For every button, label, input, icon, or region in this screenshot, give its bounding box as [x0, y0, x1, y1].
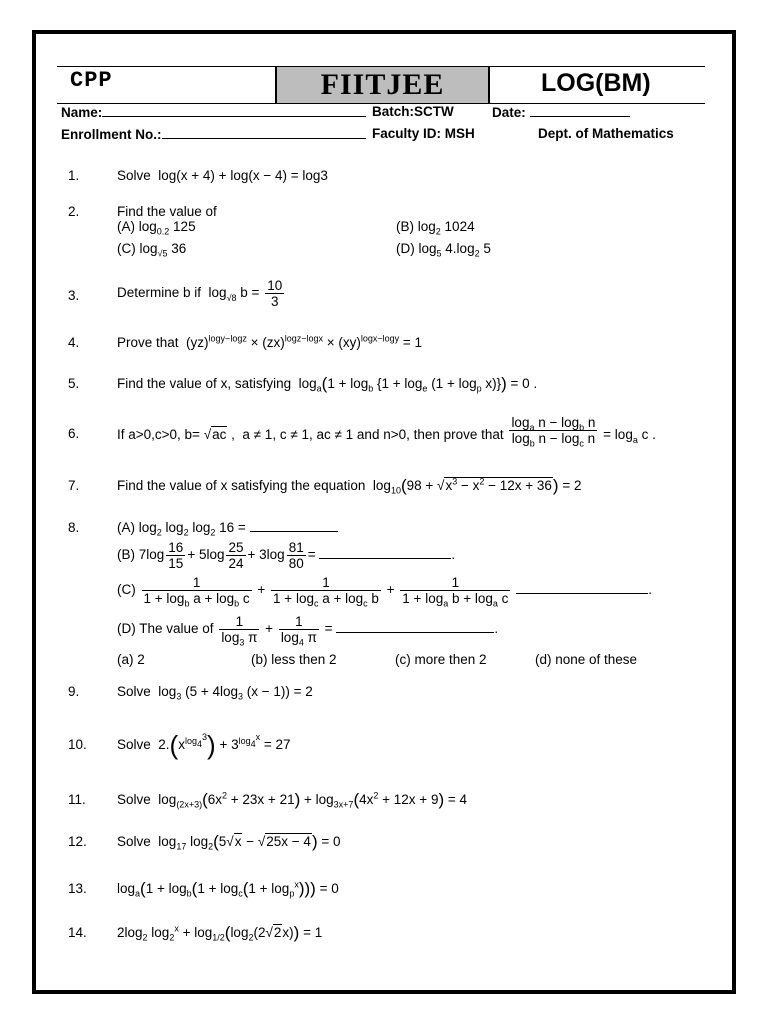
question-number: 10.	[68, 737, 87, 752]
sheet-code: CPP	[70, 68, 113, 93]
question-number: 5.	[68, 376, 80, 391]
option-c: (C) $\log_{√5} 36$	[117, 241, 187, 259]
option-b: (B) $\log_2 1024$	[396, 219, 475, 237]
question-4: Prove that (yz)$^{logy-logz}$ × (zx)$^{logz-logx}$ × (xy)$^{logx-logy}$ = 1	[117, 333, 423, 350]
enrollment-field	[61, 126, 366, 142]
question-number: 7.	[68, 478, 80, 493]
question-number: 6.	[68, 426, 80, 441]
dept-label: Dept. of Mathematics	[538, 126, 674, 141]
brand-logo: FIITJEE	[320, 68, 445, 101]
question-9: Solve $\log_3 (5 + 4\log_3$ (x − 1)) = 2	[117, 684, 313, 702]
enrollment-blank	[162, 126, 366, 139]
date-label: Date:	[492, 105, 526, 120]
topic-title: LOG(BM)	[541, 69, 651, 97]
question-number: 12.	[68, 834, 87, 849]
choice-c: (c) more then 2	[395, 652, 487, 667]
choice-a: (a) 2	[117, 652, 145, 667]
question-number: 14.	[68, 925, 87, 940]
choice-b: (b) less then 2	[251, 652, 337, 667]
question-number: 13.	[68, 881, 87, 896]
question-number: 1.	[68, 168, 80, 183]
enrollment-label: Enrollment No.:	[61, 127, 162, 142]
question-8-d: (D) The value of $\frac{1}{\log_3 \pi}$ + $\frac{1}{\log_4 \pi}$ = .	[117, 614, 499, 648]
question-11: Solve $\log_{(2x+3)}(6x^2 + 23x + 21) + \log_{3x+7}(4x^2 + 12x + 9) = 4$	[117, 790, 468, 810]
question-3: Determine b if $\log_{√8} b$ = $\frac{10}{3}$	[117, 278, 283, 309]
question-8-c: (C) $\frac{1}{1 + \log_b a + \log_b c}$ + $\frac{1}{1 + \log_c a + \log_c b}$ + $\frac{1}{1 + \log_a b + \log_a c}$ .	[117, 575, 652, 609]
option-a: (A) $\log_{0.2} 125$	[117, 219, 196, 237]
batch-label: Batch:SCTW	[372, 104, 454, 119]
question-10: Solve $2.(x^{log_4^3}) + 3^{log_4^x} = 27$	[117, 730, 291, 760]
question-5: Find the value of x, satisfying $\log_a(1 + \log_b \{1 + \log_e (1 + \log_p x)\}) = 0$ .	[117, 374, 538, 394]
question-13: $\log_a(1 + \log_b(1 + \log_c(1 + \log_p^x))) = 0$	[117, 879, 339, 899]
question-number: 2.	[68, 204, 80, 219]
question-12: Solve $\log_{17} \log_2(5√x - √25x - 4) = 0$	[117, 832, 341, 852]
question-8-a: (A) $\log_2 \log_2 \log_2 16$ =	[117, 519, 338, 537]
question-8-b: (B) 7log $\frac{16}{15}$ + 5log $\frac{25}{24}$ + 3log $\frac{81}{80}$ = .	[117, 540, 456, 571]
question-number: 8.	[68, 520, 80, 535]
faculty-label: Faculty ID: MSH	[372, 126, 475, 141]
name-label: Name:	[61, 105, 103, 120]
question-6: If a>0,c>0, b= √ac , a ≠ 1, c ≠ 1, ac ≠ 1 and n>0, then prove that $\frac{\log_a n - \log_b n}{\log_b n - \log_c n}$ = $\log_a c$ .	[117, 415, 656, 449]
question-number: 9.	[68, 684, 80, 699]
date-field	[492, 104, 630, 120]
question-number: 3.	[68, 288, 80, 303]
question-1: Solve log(x + 4) + log(x − 4) = log3	[117, 168, 328, 183]
question-number: 11.	[68, 792, 86, 807]
option-d: (D) $\log_5 4.\log_2$ 5	[396, 241, 491, 259]
name-blank	[102, 104, 366, 117]
choice-d: (d) none of these	[535, 652, 638, 667]
question-7: Find the value of x satisfying the equation $\log_{10}(98 + √x^3 - x^2 - 12x + 36) = 2$	[117, 476, 582, 496]
date-blank	[530, 104, 630, 117]
question-2: Find the value of	[117, 204, 217, 219]
name-field	[61, 104, 366, 120]
question-number: 4.	[68, 335, 80, 350]
brand-box	[275, 67, 490, 103]
question-14: $2\log_2$ $\log_2^x + \log_{1/2}(\log_2(2√2x)) = 1$	[117, 923, 323, 943]
